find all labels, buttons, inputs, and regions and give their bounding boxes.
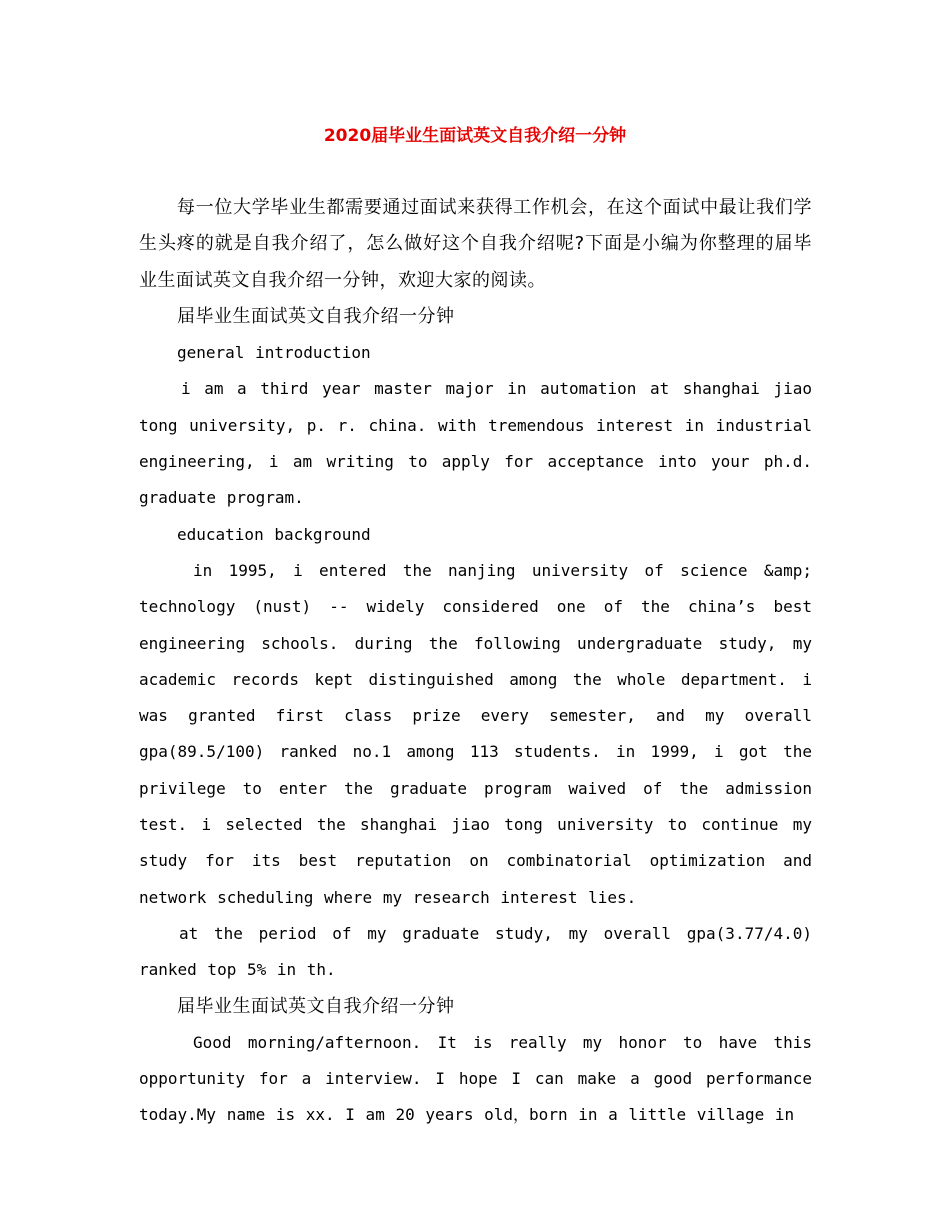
subheading-general-introduction: general introduction [177, 343, 371, 363]
intro-paragraph: 每一位大学毕业生都需要通过面试来获得工作机会，在这个面试中最让我们学生头疼的就是自我介绍了，怎么做好这个自我介绍呢?下面是小编为你整理的届毕业生面试英文自我介绍一分钟，欢迎大家的阅读。 [139, 197, 812, 291]
subheading-education-background: education background [177, 524, 371, 544]
document-body [139, 190, 812, 1134]
section-heading-second: 届毕业生面试英文自我介绍一分钟 [177, 995, 455, 1017]
paragraph-general-introduction: i am a third year master major in automation at shanghai jiao tong university, p. r. china. with tremendous interest in industrial engineering, i am writing to apply for acceptance into your ph.d. graduate program. [139, 379, 812, 508]
paragraph-education-background: in 1995, i entered the nanjing university of science &amp; technology (nust) -- widely considered one of the china’s best engineering schools. during the following undergraduate study, my academic records kept distinguished among the whole department. i was granted first class prize every semester, and my overall gpa(89.5/100) ranked no.1 among 113 students. in 1999, i got the privilege to enter the graduate program waived of the admission test. i selected the shanghai jiao tong university to continue my study for its best reputation on combinatorial optimization and network scheduling where my research interest lies. [139, 560, 812, 907]
paragraph-graduate-study: at the period of my graduate study, my overall gpa(3.77/4.0) ranked top 5% in th. [139, 923, 812, 980]
paragraph-self-introduction: Good morning/afternoon. It is really my honor to have this opportunity for a interview. I hope I can make a good performance today.My name is xx. I am 20 years old，born in a little village in [139, 1032, 812, 1125]
section-heading: 届毕业生面试英文自我介绍一分钟 [177, 305, 455, 327]
document-title: 2020届毕业生面试英文自我介绍一分钟 [323, 126, 627, 146]
